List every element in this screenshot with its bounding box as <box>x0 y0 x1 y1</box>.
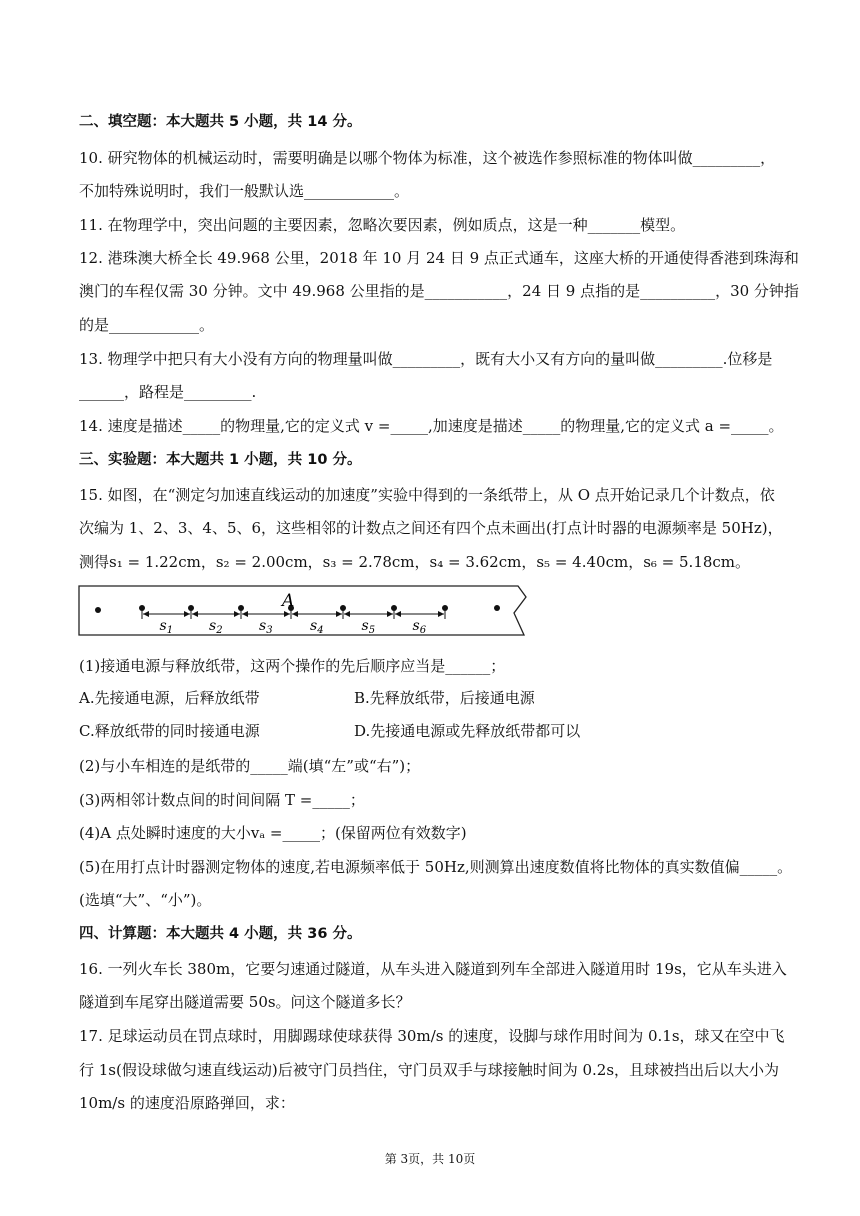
arrow-head-4-right <box>336 611 342 617</box>
question-15-part-5-note: (选填“大”、“小”)。 <box>79 891 212 909</box>
arrow-head-2-left <box>192 611 198 617</box>
question-17-line-2: 行 1s(假设球做匀速直线运动)后被守门员挡住，守门员双手与球接触时间为 0.2s，且球被挡出后以大小为 <box>79 1061 780 1079</box>
question-15-line-2: 次编为 1、2、3、4、5、6，这些相邻的计数点之间还有四个点未画出(打点计时器的电源频率是 50Hz)， <box>79 519 783 537</box>
question-15-part-5: (5)在用打点计时器测定物体的速度,若电源频率低于 50Hz,则测算出速度数值将比物体的真实数值偏_____。 <box>79 858 793 876</box>
question-17-line-3: 10m/s 的速度沿原路弹回，求： <box>79 1094 295 1112</box>
question-12-line-3: 的是____________。 <box>79 316 215 334</box>
arrow-head-6-left <box>395 611 401 617</box>
segment-label-4: $s_4$ <box>310 618 324 636</box>
segment-labels <box>160 618 427 636</box>
arrow-head-1-left <box>143 611 149 617</box>
arrow-head-3-left <box>242 611 248 617</box>
question-10-line-2: 不加特殊说明时，我们一般默认选____________。 <box>79 182 410 200</box>
question-16-line-2: 隧道到车尾穿出隧道需要 50s。问这个隧道多长？ <box>79 993 411 1011</box>
arrow-head-5-right <box>387 611 393 617</box>
segment-label-3: $s_3$ <box>259 618 273 636</box>
tape-start-dot <box>95 607 101 613</box>
question-15-part-4: (4)A 点处瞬时速度的大小vₐ =_____；(保留两位有效数字) <box>79 824 467 842</box>
page-footer: 第 3页，共 10页 <box>384 1152 476 1166</box>
arrow-head-2-right <box>234 611 240 617</box>
question-15-line-1: 15. 如图，在“测定匀加速直线运动的加速度”实验中得到的一条纸带上，从 O 点开始记录几个计数点，依 <box>79 486 775 504</box>
segment-label-5: $s_5$ <box>361 618 376 636</box>
question-15-part-2: (2)与小车相连的是纸带的_____端(填“左”或“右”)； <box>79 757 421 775</box>
question-17-line-1: 17. 足球运动员在罚点球时，用脚踢球使球获得 30m/s 的速度，设脚与球作用时间为 0.1s，球又在空中飞 <box>79 1027 785 1045</box>
tape-outline <box>79 586 526 635</box>
segment-label-1: $s_1$ <box>159 618 174 636</box>
segment-label-2: $s_2$ <box>209 618 223 636</box>
option-a: A.先接通电源，后释放纸带 <box>79 689 260 707</box>
question-15-part-3: (3)两相邻计数点间的时间间隔 T =_____； <box>79 791 365 809</box>
arrow-head-1-right <box>184 611 190 617</box>
question-12-line-1: 12. 港珠澳大桥全长 49.968 公里，2018 年 10 月 24 日 9 点正式通车，这座大桥的开通使得香港到珠海和 <box>79 249 799 267</box>
arrow-head-5-left <box>344 611 350 617</box>
question-12-line-2: 澳门的车程仅需 30 分钟。文中 49.968 公里指的是___________，24 日 9 点指的是__________，30 分钟指 <box>79 282 799 300</box>
question-10-line-1: 10. 研究物体的机械运动时，需要明确是以哪个物体为标准，这个被选作参照标准的物体叫做_________， <box>79 149 776 167</box>
question-13-line-1: 13. 物理学中把只有大小没有方向的物理量叫做_________，既有大小又有方向的量叫做_________.位移是 <box>79 350 773 368</box>
question-13-line-2: ______，路程是_________. <box>79 383 257 401</box>
tape-end-dot <box>494 605 500 611</box>
segment-arrows <box>143 611 444 617</box>
question-11-line-1: 11. 在物理学中，突出问题的主要因素，忽略次要因素，例如质点，这是一种_______模型。 <box>79 216 686 234</box>
arrow-head-3-right <box>284 611 290 617</box>
option-b: B.先释放纸带，后接通电源 <box>354 689 535 707</box>
section-heading-fill-blank: 二、填空题：本大题共 5 小题，共 14 分。 <box>79 114 362 130</box>
option-c: C.释放纸带的同时接通电源 <box>79 722 260 740</box>
section-heading-calculation: 四、计算题：本大题共 4 小题，共 36 分。 <box>79 926 362 942</box>
segment-label-6: $s_6$ <box>412 618 427 636</box>
option-d: D.先接通电源或先释放纸带都可以 <box>354 722 581 740</box>
arrow-head-6-right <box>438 611 444 617</box>
point-label-a: A <box>282 591 295 611</box>
question-15-part-1: (1)接通电源与释放纸带，这两个操作的先后顺序应当是______； <box>79 657 506 675</box>
question-15-line-3: 测得s₁ = 1.22cm，s₂ = 2.00cm，s₃ = 2.78cm，s₄ = 3.62cm，s₅ = 4.40cm，s₆ = 5.18cm。 <box>79 553 751 571</box>
paper-tape-figure <box>78 583 530 643</box>
question-16-line-1: 16. 一列火车长 380m，它要匀速通过隧道，从车头进入隧道到列车全部进入隧道用时 19s，它从车头进入 <box>79 960 787 978</box>
arrow-head-4-left <box>292 611 298 617</box>
section-heading-experiment: 三、实验题：本大题共 1 小题，共 10 分。 <box>79 452 362 468</box>
question-14-line-1: 14. 速度是描述_____的物理量,它的定义式 v =_____,加速度是描述_____的物理量,它的定义式 a =_____。 <box>79 417 784 435</box>
